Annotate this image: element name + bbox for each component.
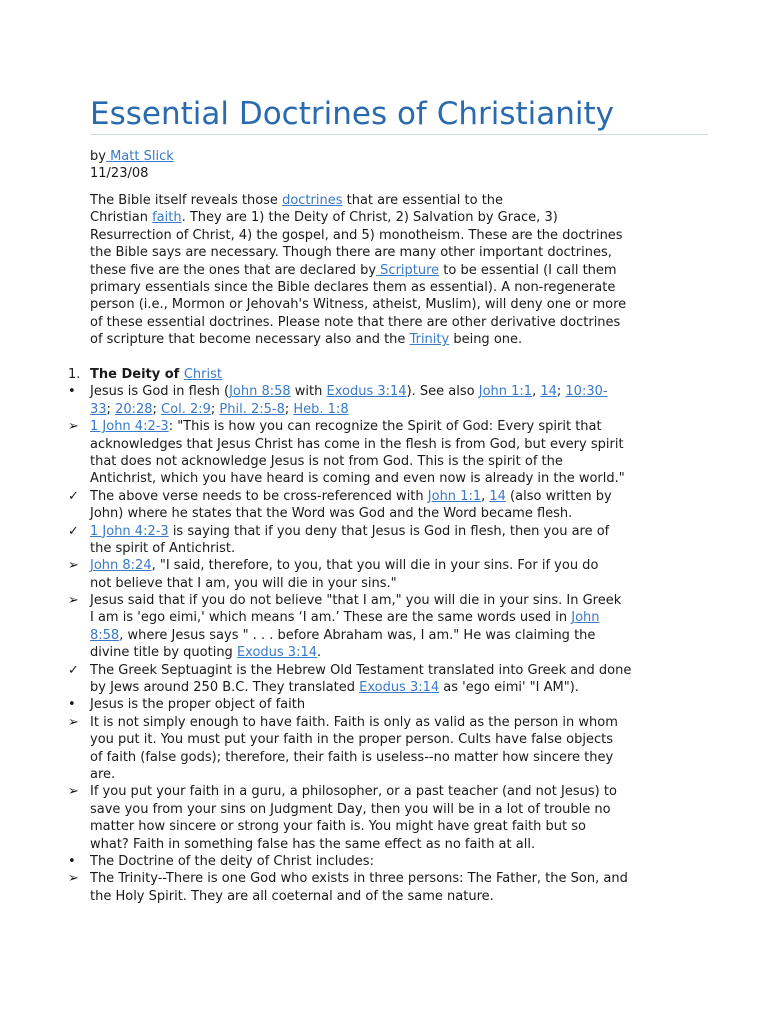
list-number: 1. — [68, 367, 81, 382]
list-item-line — [90, 436, 688, 453]
list-item-line — [90, 523, 688, 540]
list-item-text — [90, 592, 688, 662]
intro-text: . They are 1) the Deity of Christ, 2) Salvation by Grace, 3) — [181, 210, 558, 226]
list-item — [68, 662, 688, 697]
reference-link[interactable]: 8:58 — [90, 627, 120, 643]
list-item — [68, 853, 688, 870]
arrow-bullet-icon: ➢ — [68, 558, 79, 574]
list-item-line — [90, 801, 688, 818]
intro-text: The Bible itself reveals those — [90, 193, 283, 208]
list-item-line — [90, 853, 688, 870]
list-item-text: , "I said, therefore, to you, that you will die in your sins. For if you do — [151, 558, 599, 574]
list-item-text: the spirit of Antichrist. — [90, 540, 236, 556]
list-item-text: The Doctrine of the deity of Christ includes: — [90, 853, 374, 869]
list-item — [68, 418, 688, 488]
list-item-text: If you put your faith in a guru, a philosopher, or a past teacher (and not Jesus) to — [90, 784, 617, 800]
list-item-line — [90, 609, 688, 626]
title-divider — [90, 134, 708, 135]
list-item-line — [90, 557, 688, 574]
intro-line — [90, 227, 680, 244]
reference-link[interactable]: 1 John 4:2-3 — [90, 523, 169, 539]
section-heading: The Deity of — [90, 367, 184, 382]
list-item-text — [90, 783, 688, 853]
bullet-icon: • — [68, 697, 76, 713]
doctrine-list — [68, 366, 688, 905]
list-item-line — [90, 679, 688, 696]
list-item-text — [90, 714, 688, 784]
reference-link[interactable]: Exodus 3:14 — [236, 645, 318, 661]
list-item-text: the Holy Spirit. They are all coeternal and of the same nature. — [90, 888, 494, 904]
list-item-text: you put it. You must put your faith in the proper person. Cults have false objects — [90, 732, 613, 748]
intro-text: being one. — [449, 332, 523, 348]
reference-link[interactable]: Trinity — [409, 332, 450, 348]
list-item-text — [90, 488, 688, 523]
list-item-text: John) where he states that the Word was God and the Word became flesh. — [90, 506, 573, 522]
reference-link[interactable]: Phil. 2:5-8 — [219, 401, 285, 417]
list-item-text — [90, 853, 688, 870]
list-item — [68, 696, 688, 713]
intro-text: these five are the ones that are declared by — [90, 262, 377, 278]
intro-line — [90, 209, 680, 226]
list-item-text: Jesus is God in flesh ( — [90, 384, 230, 400]
list-item-text: that does not acknowledge Jesus is not from God. This is the spirit of the — [90, 453, 563, 469]
list-item-text: is saying that if you deny that Jesus is God in flesh, then you are of — [168, 523, 610, 539]
list-item-text — [90, 418, 688, 488]
list-item-text: It is not simply enough to have faith. Faith is only as valid as the person in whom — [90, 714, 618, 730]
intro-text: primary essentials since the Bible declares them as essential). A non-regenerate — [90, 279, 616, 295]
list-item-line — [90, 714, 688, 731]
intro-line — [90, 262, 680, 279]
intro-line — [90, 192, 680, 209]
intro-line — [90, 244, 680, 261]
list-item — [68, 592, 688, 662]
reference-link[interactable]: 14 — [540, 384, 557, 400]
list-item-line — [90, 540, 688, 557]
list-item-text: are. — [90, 766, 116, 782]
byline — [90, 148, 174, 165]
intro-line — [90, 331, 680, 348]
list-item-line — [90, 505, 688, 522]
list-item-text: The above verse needs to be cross-referenced with — [90, 488, 428, 504]
list-item — [68, 870, 688, 905]
list-item-line — [90, 470, 688, 487]
list-item-line — [90, 783, 688, 800]
list-item-line — [90, 696, 688, 713]
reference-link[interactable]: John 1:1 — [478, 384, 533, 400]
reference-link[interactable]: 20:28 — [115, 401, 153, 417]
list-item-text — [90, 870, 688, 905]
reference-link[interactable]: John 8:24 — [90, 558, 152, 574]
list-item — [68, 366, 688, 383]
list-item-text: . — [317, 645, 322, 661]
byline-prefix: by — [90, 149, 106, 164]
list-item-text — [90, 696, 688, 713]
reference-link[interactable]: John — [571, 610, 600, 626]
publish-date: 11/23/08 — [90, 166, 149, 181]
list-item-text: : "This is how you can recognize the Spirit of God: Every spirit that — [168, 419, 602, 435]
list-item — [68, 557, 688, 592]
list-item-text — [90, 523, 688, 558]
arrow-bullet-icon: ➢ — [68, 419, 79, 435]
list-item-text — [90, 366, 688, 383]
list-item-line — [90, 488, 688, 505]
list-item-text: Jesus is the proper object of faith — [90, 697, 306, 713]
list-item-text: , where Jesus says " . . . before Abraham was, I am." He was claiming the — [119, 627, 596, 643]
list-item-line — [90, 836, 688, 853]
list-item-line — [90, 418, 688, 435]
list-item-text: as 'ego eimi' "I AM"). — [439, 680, 579, 696]
reference-link[interactable]: Exodus 3:14 — [326, 384, 407, 400]
list-item-text: by Jews around 250 B.C. They translated — [90, 680, 360, 696]
list-item-line — [90, 592, 688, 609]
list-item-text: Jesus said that if you do not believe "that I am," you will die in your sins. In Greek — [90, 593, 622, 609]
list-item-text: matter how sincere or strong your faith is. You might have great faith but so — [90, 819, 586, 835]
list-item-text: divine title by quoting — [90, 645, 237, 661]
list-item-text: ; — [152, 401, 162, 417]
intro-line — [90, 296, 680, 313]
list-item-text: Antichrist, which you have heard is coming and even now is already in the world." — [90, 471, 625, 487]
list-item-line — [90, 731, 688, 748]
arrow-bullet-icon: ➢ — [68, 871, 79, 887]
list-item-line — [90, 766, 688, 783]
intro-text: that are essential to the — [342, 193, 504, 208]
list-item-line — [90, 818, 688, 835]
reference-link[interactable]: Christ — [183, 367, 223, 382]
intro-text: person (i.e., Mormon or Jehovah's Witness, atheist, Muslim), will deny one or more — [90, 297, 627, 313]
arrow-bullet-icon: ➢ — [68, 784, 79, 800]
list-item-text — [90, 662, 688, 697]
reference-link[interactable]: doctrines — [282, 193, 343, 208]
list-item-line — [90, 453, 688, 470]
author-link[interactable]: Matt Slick — [110, 149, 174, 164]
list-item-line — [90, 662, 688, 679]
intro-text: Resurrection of Christ, 4) the gospel, and 5) monotheism. These are the doctrines — [90, 227, 623, 243]
list-item-text: ; — [556, 384, 566, 400]
checkmark-icon: ✓ — [68, 662, 79, 678]
page-title: Essential Doctrines of Christianity — [90, 96, 615, 132]
list-item-text: with — [290, 384, 327, 400]
list-item-text: ; — [284, 401, 294, 417]
intro-text: of scripture that become necessary also and the — [90, 332, 410, 348]
reference-link[interactable]: 14 — [489, 488, 506, 504]
list-item-text: what? Faith in something false has the same effect as no faith at all. — [90, 836, 536, 852]
list-item-line — [90, 644, 688, 661]
intro-text: of these essential doctrines. Please note that there are other derivative doctrines — [90, 314, 621, 330]
reference-link[interactable]: Col. 2:9 — [161, 401, 211, 417]
list-item-line — [90, 749, 688, 766]
arrow-bullet-icon: ➢ — [68, 593, 79, 609]
list-item-text: ). See also — [406, 384, 479, 400]
list-item — [68, 383, 688, 418]
checkmark-icon: ✓ — [68, 488, 79, 504]
list-item-text: of faith (false gods); therefore, their faith is useless--no matter how sincere they — [90, 749, 614, 765]
list-item-text — [90, 557, 688, 592]
list-item-text: , — [481, 488, 490, 504]
bullet-icon: • — [68, 384, 76, 400]
reference-link[interactable]: 33 — [90, 401, 107, 417]
intro-line — [90, 279, 680, 296]
bullet-icon: • — [68, 853, 76, 869]
intro-text: Christian — [90, 210, 153, 226]
intro-paragraph — [90, 192, 680, 349]
list-item-line — [90, 401, 688, 418]
list-item — [68, 523, 688, 558]
list-item — [68, 714, 688, 784]
list-item-text: save you from your sins on Judgment Day, then you will be in a lot of trouble no — [90, 801, 611, 817]
list-item-text: The Trinity--There is one God who exists in three persons: The Father, the Son, and — [90, 871, 628, 887]
reference-link[interactable]: Scripture — [376, 262, 440, 278]
reference-link[interactable]: Exodus 3:14 — [359, 680, 440, 696]
reference-link[interactable]: 10:30- — [565, 384, 608, 400]
checkmark-icon: ✓ — [68, 523, 79, 539]
intro-text: to be essential (I call them — [439, 262, 617, 278]
list-item — [68, 488, 688, 523]
list-item-text: (also written by — [505, 488, 612, 504]
list-item-text: , — [532, 384, 541, 400]
list-item-text — [90, 383, 688, 418]
list-item — [68, 783, 688, 853]
list-item-text: ; — [210, 401, 220, 417]
list-item-text: The Greek Septuagint is the Hebrew Old Testament translated into Greek and done — [90, 662, 632, 678]
list-item-text: acknowledges that Jesus Christ has come in the flesh is from God, but every spirit — [90, 436, 624, 452]
list-item-text: I am is 'ego eimi,' which means ‘I am.’ These are the same words used in — [90, 610, 572, 626]
list-item-line — [90, 870, 688, 887]
list-item-line — [90, 888, 688, 905]
intro-text: the Bible says are necessary. Though there are many other important doctrines, — [90, 245, 612, 261]
list-item-text: not believe that I am, you will die in your sins." — [90, 575, 397, 591]
list-item-text: ; — [106, 401, 116, 417]
intro-line — [90, 314, 680, 331]
list-item-line — [90, 383, 688, 400]
reference-link[interactable]: 1 John 4:2-3 — [90, 419, 169, 435]
reference-link[interactable]: faith — [152, 210, 182, 226]
list-item-line — [90, 366, 688, 383]
list-item-line — [90, 575, 688, 592]
reference-link[interactable]: John 1:1 — [427, 488, 482, 504]
reference-link[interactable]: John 8:58 — [229, 384, 291, 400]
list-item-line — [90, 627, 688, 644]
reference-link[interactable]: Heb. 1:8 — [293, 401, 349, 417]
arrow-bullet-icon: ➢ — [68, 714, 79, 730]
